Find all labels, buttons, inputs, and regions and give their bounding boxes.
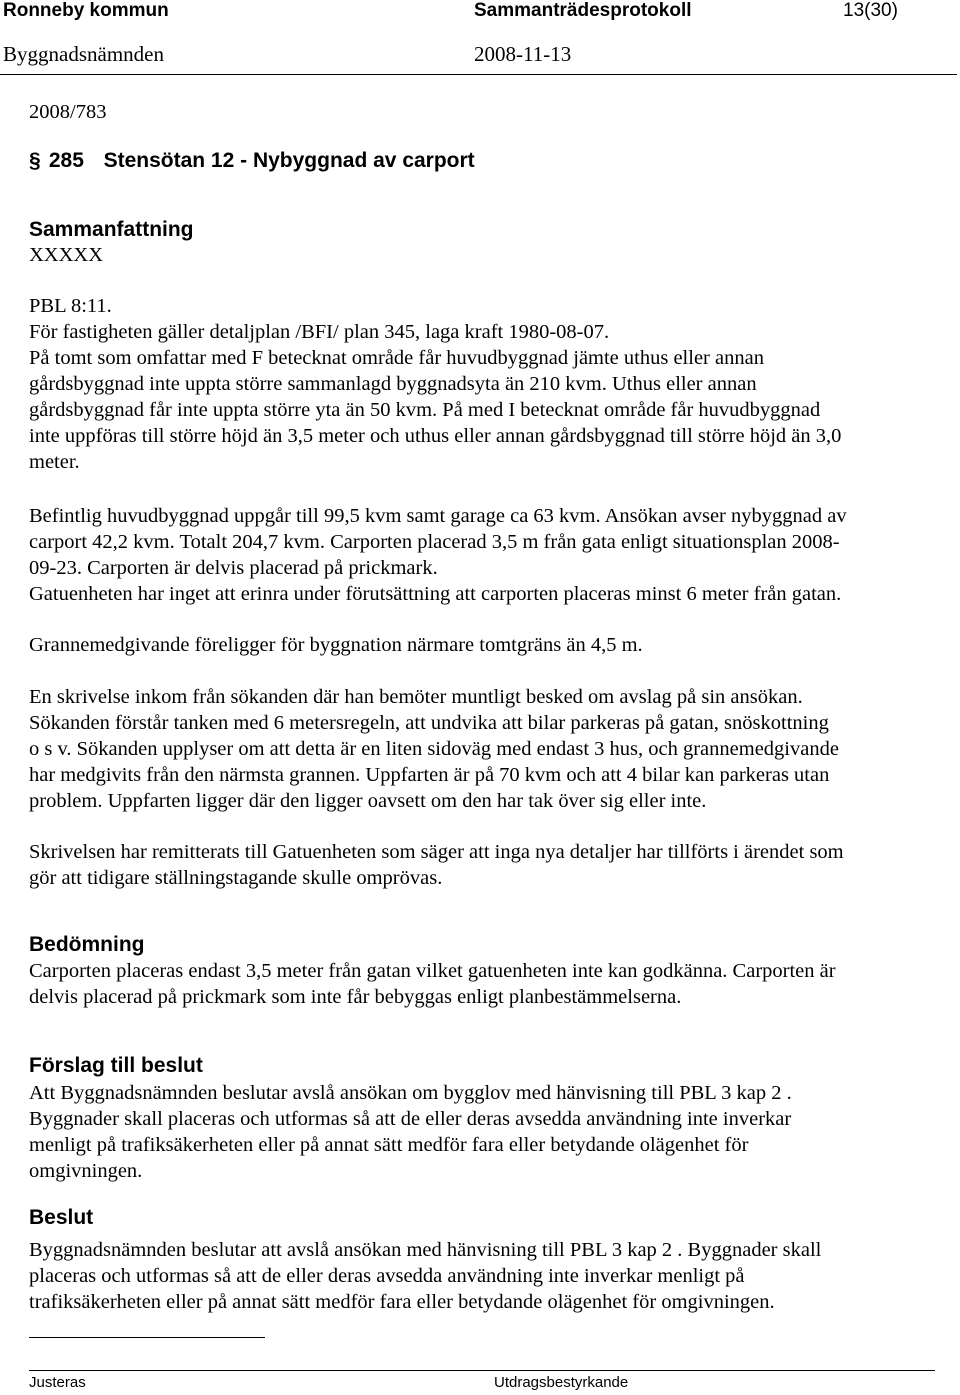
- text-line: En skrivelse inkom från sökanden där han bemöter muntligt besked om avslag på sin ansökan.: [29, 686, 803, 708]
- assessment-text: [29, 958, 929, 1010]
- page-header: [0, 0, 960, 76]
- summary-paragraph-4: [29, 684, 929, 814]
- text-line: 09-23. Carporten är delvis placerad på prickmark.: [29, 557, 438, 579]
- text-line: trafiksäkerheten eller på annat sätt medför fara eller betydande olägenhet för omgivningen.: [29, 1291, 775, 1313]
- paragraph-title: [29, 149, 475, 173]
- summary-paragraph-5: [29, 839, 929, 891]
- header-doc-type: Sammanträdesprotokoll: [474, 0, 692, 21]
- text-line: har medgivits från den närmsta grannen. Uppfarten är på 70 kvm och att 4 bilar kan parkeras utan: [29, 764, 830, 786]
- summary-paragraph-2: [29, 503, 929, 607]
- text-line: o s v. Sökanden upplyser om att detta är en liten sidoväg med endast 3 hus, och grannemedgivande: [29, 738, 839, 760]
- summary-paragraph-1: [29, 293, 929, 475]
- case-number: 2008/783: [29, 101, 107, 123]
- heading-beslut: Beslut: [29, 1206, 94, 1229]
- text-line: meter.: [29, 451, 80, 473]
- text-line: gårdsbyggnad får inte uppta större yta än 50 kvm. På med I betecknat område får huvudbyggnad: [29, 399, 821, 421]
- text-line: gårdsbyggnad inte uppta större sammanlagd byggnadsyta än 210 kvm. Uthus eller annan: [29, 373, 757, 395]
- footer-divider: [29, 1370, 935, 1371]
- heading-bedomning: Bedömning: [29, 933, 145, 956]
- proposal-text: [29, 1080, 929, 1184]
- signature-line: [29, 1337, 265, 1338]
- heading-sammanfattning: Sammanfattning: [29, 218, 194, 241]
- summary-paragraph-3: [29, 632, 929, 658]
- header-date: 2008-11-13: [474, 42, 572, 66]
- footer-justeras: Justeras: [29, 1374, 86, 1391]
- text-line: PBL 8:11.: [29, 295, 112, 317]
- placeholder-text: XXXXX: [29, 244, 104, 266]
- footer-utdragsbestyrkande: Utdragsbestyrkande: [494, 1374, 629, 1391]
- text-line: gör att tidigare ställningstagande skulle omprövas.: [29, 867, 443, 889]
- text-line: placeras och utformas så att de eller deras avsedda användning inte inverkar menligt på: [29, 1265, 745, 1287]
- header-org: Ronneby kommun: [3, 0, 169, 21]
- heading-forslag: Förslag till beslut: [29, 1054, 203, 1077]
- text-line: Byggnadsnämnden beslutar att avslå ansökan med hänvisning till PBL 3 kap 2 . Byggnader skall: [29, 1239, 822, 1261]
- text-line: Byggnader skall placeras och utformas så att de eller deras avsedda användning inte inverkar: [29, 1108, 792, 1130]
- text-line: Gatuenheten har inget att erinra under förutsättning att carporten placeras minst 6 meter från gatan.: [29, 583, 842, 605]
- text-line: carport 42,2 kvm. Totalt 204,7 kvm. Carporten placerad 3,5 m från gata enligt situationsplan 2008-: [29, 531, 840, 553]
- text-line: Sökanden förstår tanken med 6 metersregeln, att undvika att bilar parkeras på gatan, snöskottning: [29, 712, 829, 734]
- decision-text: [29, 1237, 929, 1315]
- text-line: Att Byggnadsnämnden beslutar avslå ansökan om bygglov med hänvisning till PBL 3 kap 2 .: [29, 1082, 792, 1104]
- header-committee: Byggnadsnämnden: [3, 42, 164, 66]
- paragraph-title-text: Stensötan 12 - Nybyggnad av carport: [103, 149, 475, 172]
- text-line: Skrivelsen har remitterats till Gatuenheten som säger att inga nya detaljer har tillförts i ärendet som: [29, 841, 844, 863]
- paragraph-number: 285: [48, 149, 84, 172]
- text-line: menligt på trafiksäkerheten eller på annat sätt medför fara eller betydande olägenhet för: [29, 1134, 749, 1156]
- section-sign-icon: §: [29, 149, 41, 172]
- text-line: Befintlig huvudbyggnad uppgår till 99,5 kvm samt garage ca 63 kvm. Ansökan avser nybyggnad av: [29, 505, 847, 527]
- text-line: delvis placerad på prickmark som inte får bebyggas enligt planbestämmelserna.: [29, 986, 682, 1008]
- text-line: problem. Uppfarten ligger där den ligger oavsett om den har tak över sig eller inte.: [29, 790, 707, 812]
- text-line: För fastigheten gäller detaljplan /BFI/ plan 345, laga kraft 1980-08-07.: [29, 321, 610, 343]
- text-line: inte uppföras till större höjd än 3,5 meter och uthus eller annan gårdsbyggnad till större höjd än 3,0: [29, 425, 842, 447]
- text-line: omgivningen.: [29, 1160, 143, 1182]
- header-divider: [0, 74, 957, 75]
- text-line: På tomt som omfattar med F betecknat område får huvudbyggnad jämte uthus eller annan: [29, 347, 764, 369]
- header-page-number: 13(30): [843, 0, 898, 21]
- text-line: Grannemedgivande föreligger för byggnation närmare tomtgräns än 4,5 m.: [29, 634, 643, 656]
- text-line: Carporten placeras endast 3,5 meter från gatan vilket gatuenheten inte kan godkänna. Carporten är: [29, 960, 836, 982]
